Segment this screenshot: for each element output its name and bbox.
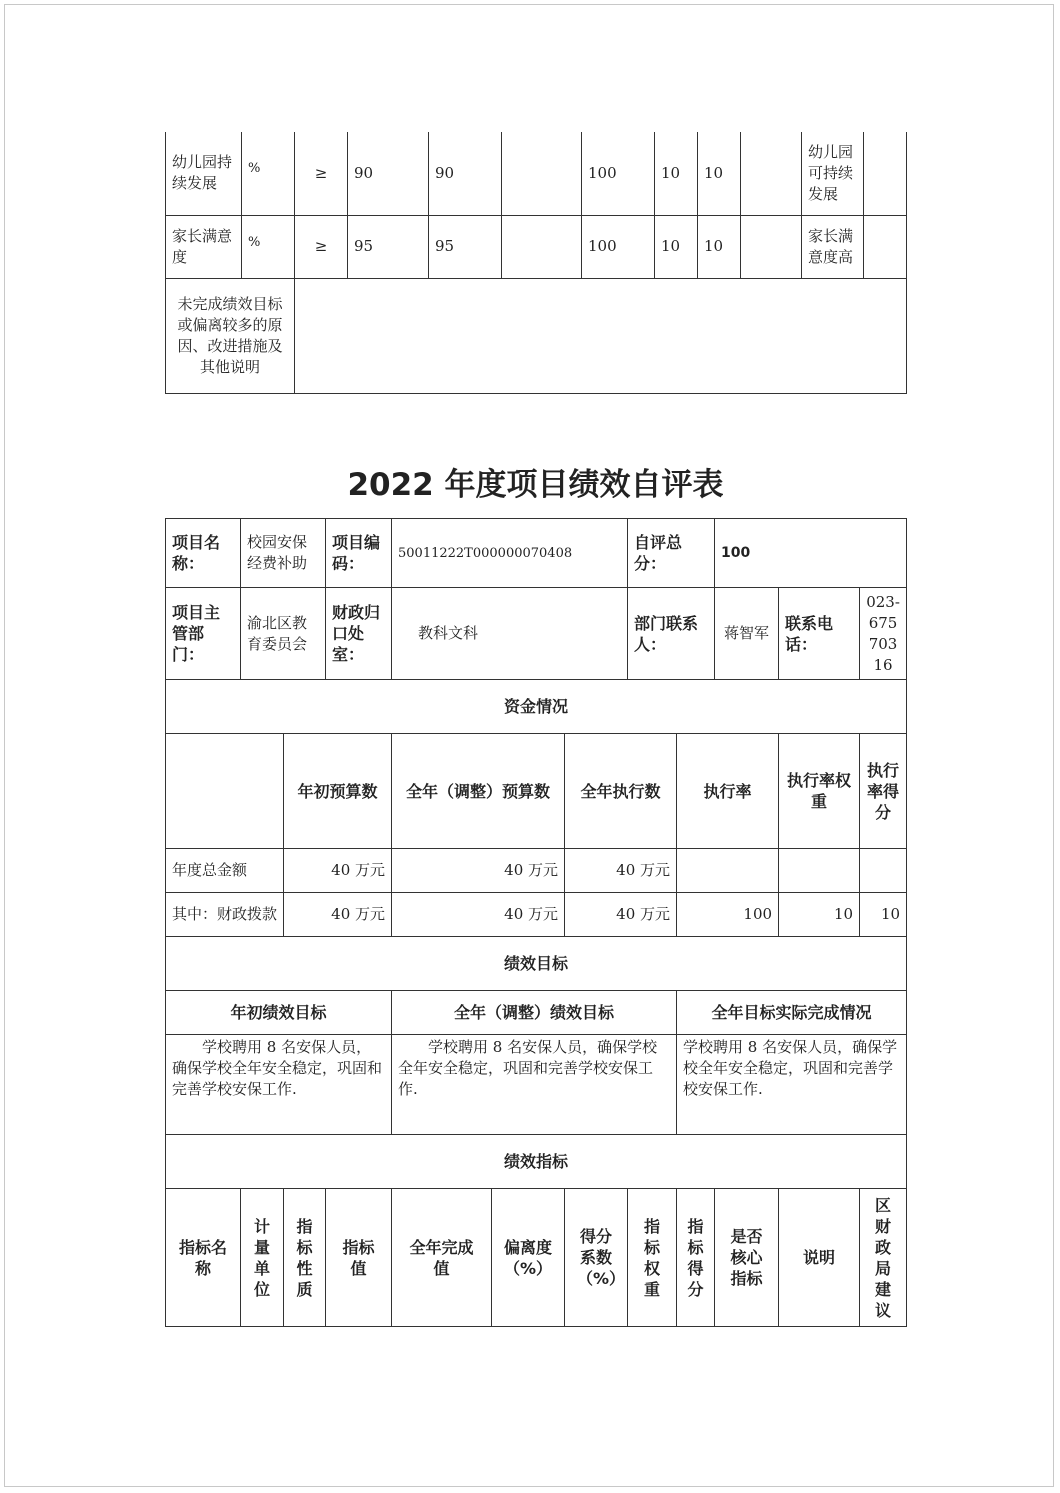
previous-indicator-table bbox=[165, 132, 907, 394]
finance-office-value: 教科文科 bbox=[392, 588, 628, 680]
funds-header-initial-budget: 年初预算数 bbox=[284, 734, 392, 849]
table-row bbox=[166, 1135, 907, 1189]
indicator-name: 幼儿园持续发展 bbox=[166, 132, 242, 215]
goals-actual-text: 学校聘用 8 名安保人员，确保学校全年安全稳定，巩固和完善学校安保工作. bbox=[677, 1035, 907, 1135]
funds-rate-score bbox=[860, 849, 907, 893]
deviation-cell bbox=[502, 132, 582, 215]
phone-value: 023-67570316 bbox=[860, 588, 907, 680]
project-name-label: 项目名称： bbox=[166, 519, 241, 588]
indicators-header-unit: 计量单位 bbox=[241, 1189, 284, 1327]
table-row bbox=[166, 519, 907, 588]
funds-header-execution-rate: 执行率 bbox=[677, 734, 779, 849]
funds-header-executed: 全年执行数 bbox=[565, 734, 677, 849]
project-code-value: 50011222T000000070408 bbox=[392, 519, 628, 588]
funds-execution-rate bbox=[677, 849, 779, 893]
core-indicator-cell bbox=[741, 132, 802, 215]
table-row bbox=[166, 132, 907, 215]
funds-header-rate-score: 执行率得分 bbox=[860, 734, 907, 849]
table-row bbox=[166, 849, 907, 893]
funds-header-empty bbox=[166, 734, 284, 849]
completed-value-cell: 90 bbox=[429, 132, 502, 215]
note-cell: 幼儿园可持续发展 bbox=[802, 132, 864, 215]
operator-cell: ≥ bbox=[295, 215, 348, 278]
funds-executed: 40 万元 bbox=[565, 893, 677, 937]
indicators-header-coefficient: 得分系数（%） bbox=[565, 1189, 628, 1327]
phone-label: 联系电话： bbox=[779, 588, 860, 680]
funds-adjusted-budget: 40 万元 bbox=[392, 893, 565, 937]
total-score-label: 自评总分： bbox=[628, 519, 715, 588]
indicators-section-title: 绩效指标 bbox=[166, 1135, 907, 1189]
funds-rate-score: 10 bbox=[860, 893, 907, 937]
indicators-header-weight: 指标权重 bbox=[628, 1189, 677, 1327]
page-title: 2022 年度项目绩效自评表 bbox=[347, 467, 724, 503]
advice-cell bbox=[864, 132, 907, 215]
indicators-header-advice: 区财政局建议 bbox=[860, 1189, 907, 1327]
department-label: 项目主管部门： bbox=[166, 588, 241, 680]
table-row bbox=[166, 1189, 907, 1327]
goals-section-title: 绩效目标 bbox=[166, 937, 907, 991]
goals-header-initial: 年初绩效目标 bbox=[166, 991, 392, 1035]
table-row bbox=[166, 215, 907, 278]
index-value-cell: 90 bbox=[348, 132, 429, 215]
indicators-header-note: 说明 bbox=[779, 1189, 860, 1327]
funds-header-adjusted-budget: 全年（调整）预算数 bbox=[392, 734, 565, 849]
indicators-header-value: 指标值 bbox=[326, 1189, 392, 1327]
weight-cell: 10 bbox=[655, 215, 698, 278]
indicators-header-completed: 全年完成值 bbox=[392, 1189, 492, 1327]
advice-cell bbox=[864, 215, 907, 278]
coefficient-cell: 100 bbox=[582, 132, 655, 215]
completed-value-cell: 95 bbox=[429, 215, 502, 278]
table-row bbox=[166, 680, 907, 734]
indicators-header-deviation: 偏离度（%） bbox=[492, 1189, 565, 1327]
funds-adjusted-budget: 40 万元 bbox=[392, 849, 565, 893]
core-indicator-cell bbox=[741, 215, 802, 278]
note-cell: 家长满意度高 bbox=[802, 215, 864, 278]
project-code-label: 项目编码： bbox=[326, 519, 392, 588]
total-score-value: 100 bbox=[715, 519, 907, 588]
table-row bbox=[166, 1035, 907, 1135]
indicators-header-score: 指标得分 bbox=[677, 1189, 715, 1327]
operator-cell: ≥ bbox=[295, 132, 348, 215]
table-row bbox=[166, 937, 907, 991]
goals-adjusted-text: 学校聘用 8 名安保人员，确保学校全年安全稳定，巩固和完善学校安保工作. bbox=[392, 1035, 677, 1135]
indicators-header-name: 指标名称 bbox=[166, 1189, 241, 1327]
department-value: 渝北区教育委员会 bbox=[241, 588, 326, 680]
funds-rate-weight bbox=[779, 849, 860, 893]
funds-rate-weight: 10 bbox=[779, 893, 860, 937]
funds-row-label: 其中：财政拨款 bbox=[166, 893, 284, 937]
funds-initial-budget: 40 万元 bbox=[284, 893, 392, 937]
funds-execution-rate: 100 bbox=[677, 893, 779, 937]
indicator-name: 家长满意度 bbox=[166, 215, 242, 278]
unit-cell: % bbox=[242, 215, 295, 278]
funds-header-rate-weight: 执行率权重 bbox=[779, 734, 860, 849]
funds-section-title: 资金情况 bbox=[166, 680, 907, 734]
funds-executed: 40 万元 bbox=[565, 849, 677, 893]
indicators-header-nature: 指标性质 bbox=[284, 1189, 326, 1327]
table-row bbox=[166, 588, 907, 680]
table-row bbox=[166, 278, 907, 393]
deviation-cell bbox=[502, 215, 582, 278]
unfinished-reason-label: 未完成绩效目标或偏离较多的原因、改进措施及其他说明 bbox=[166, 278, 295, 393]
score-cell: 10 bbox=[698, 132, 741, 215]
funds-initial-budget: 40 万元 bbox=[284, 849, 392, 893]
table-row bbox=[166, 893, 907, 937]
indicators-header-core: 是否核心指标 bbox=[715, 1189, 779, 1327]
contact-label: 部门联系人： bbox=[628, 588, 715, 680]
coefficient-cell: 100 bbox=[582, 215, 655, 278]
table-row bbox=[166, 991, 907, 1035]
score-cell: 10 bbox=[698, 215, 741, 278]
index-value-cell: 95 bbox=[348, 215, 429, 278]
unfinished-reason-value bbox=[295, 278, 907, 393]
finance-office-label: 财政归口处室： bbox=[326, 588, 392, 680]
goals-initial-text: 学校聘用 8 名安保人员，确保学校全年安全稳定，巩固和完善学校安保工作. bbox=[166, 1035, 392, 1135]
goals-header-actual: 全年目标实际完成情况 bbox=[677, 991, 907, 1035]
goals-header-adjusted: 全年（调整）绩效目标 bbox=[392, 991, 677, 1035]
weight-cell: 10 bbox=[655, 132, 698, 215]
unit-cell: % bbox=[242, 132, 295, 215]
funds-row-label: 年度总金额 bbox=[166, 849, 284, 893]
evaluation-table bbox=[165, 518, 907, 1327]
table-row bbox=[166, 734, 907, 849]
contact-value: 蒋智军 bbox=[715, 588, 779, 680]
project-name-value: 校园安保经费补助 bbox=[241, 519, 326, 588]
